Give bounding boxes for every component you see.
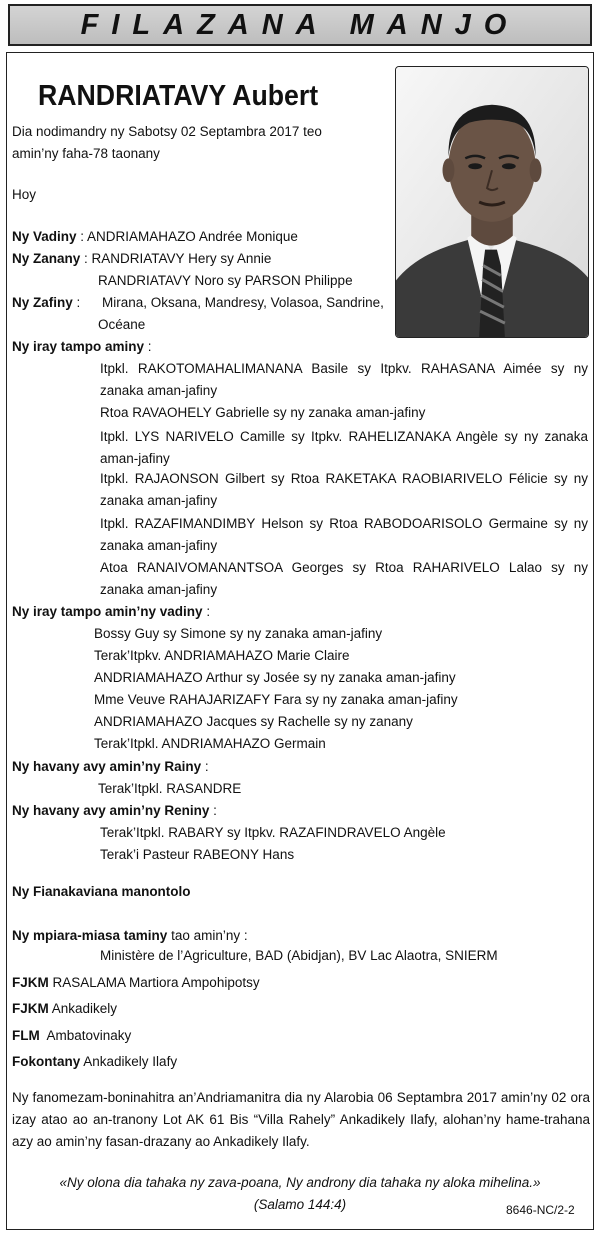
- portrait-photo: [395, 66, 589, 338]
- zanany-value-2: RANDRIATAVY Noro sy PARSON Philippe: [98, 273, 353, 288]
- intro-hoy: Hoy: [12, 187, 37, 202]
- intro-line-2: amin’ny faha-78 taonany: [12, 146, 160, 161]
- zafiny-colon: :: [76, 295, 81, 310]
- zanany-label: Ny Zanany: [12, 251, 81, 266]
- quote-text: «Ny olona dia tahaka ny zava-poana, Ny androny dia tahaka ny aloka mihelina.»: [59, 1175, 541, 1190]
- quote-source: (Salamo 144:4): [253, 1197, 347, 1212]
- fokontany-ankadikely: Fokontany Ankadikely Ilafy: [12, 1054, 178, 1069]
- church-fjkm-rasalama: FJKM RASALAMA Martiora Ampohipotsy: [12, 975, 260, 990]
- vadiny-label: Ny Vadiny: [12, 229, 77, 244]
- iray-tampo-entry-4: Itpkl. RAJAONSON Gilbert sy Rtoa RAKETAKA RAOBIARIVELO Félicie sy ny zanaka aman-jafiny: [100, 471, 588, 508]
- vadiny-relative-2: Terak’Itpkv. ANDRIAMAHAZO Marie Claire: [94, 648, 350, 663]
- vadiny-relative-6: Terak’Itpkl. ANDRIAMAHAZO Germain: [94, 736, 326, 751]
- zanany-value-1: : RANDRIATAVY Hery sy Annie: [84, 251, 272, 266]
- havany-rainy-entry-1: Terak’Itpkl. RASANDRE: [98, 781, 242, 796]
- reference-code: 8646-NC/2-2: [506, 1203, 575, 1217]
- havany-reniny-entry-1: Terak’Itpkl. RABARY sy Itpkv. RAZAFINDRAVELO Angèle: [100, 825, 446, 840]
- zanany-row: [12, 248, 271, 270]
- vadiny-value: : ANDRIAMAHAZO Andrée Monique: [80, 229, 298, 244]
- deceased-name: RANDRIATAVY Aubert: [38, 80, 319, 112]
- intro-line-1: Dia nodimandry ny Sabotsy 02 Septambra 2017 teo: [12, 124, 322, 139]
- iray-tampo-entry-2: Rtoa RAVAOHELY Gabrielle sy ny zanaka aman-jafiny: [100, 405, 426, 420]
- iray-tampo-entry-6: Atoa RANAIVOMANANTSOA Georges sy Rtoa RAHARIVELO Lalao sy ny zanaka aman-jafiny: [100, 560, 588, 597]
- funeral-announcement: Ny fanomezam-boninahitra an’Andriamanitra dia ny Alarobia 06 Septambra 2017 amin’ny 02 ora izay atao ao an-tranony Lot AK 61 Bis “Villa Rahely” Ankadikely Ilafy, alohan’ny hame-trahana azy ao amin’ny fasan-drazany ao Ankadikely Ilafy.: [12, 1090, 590, 1149]
- vadiny-relative-1: Bossy Guy sy Simone sy ny zanaka aman-jafiny: [94, 626, 383, 641]
- iray-tampo-entry-3: Itpkl. LYS NARIVELO Camille sy Itpkv. RAHELIZANAKA Angèle sy ny zanaka aman-jafiny: [100, 429, 588, 466]
- zafiny-label: Ny Zafiny: [12, 295, 73, 310]
- bible-quote: [40, 1172, 560, 1216]
- havany-rainy-heading: Ny havany avy amin’ny Rainy :: [12, 759, 209, 774]
- zafiny-row: [12, 292, 80, 314]
- zafiny-value-2: Océane: [98, 317, 146, 332]
- church-fjkm-ankadikely: FJKM Ankadikely: [12, 1001, 118, 1016]
- vadiny-relative-4: Mme Veuve RAHAJARIZAFY Fara sy ny zanaka aman-jafiny: [94, 692, 458, 707]
- iray-tampo-entry-1: Itpkl. RAKOTOMAHALIMANANA Basile sy Itpkv. RAHASANA Aimée sy ny zanaka aman-jafiny: [100, 361, 588, 398]
- iray-tampo-heading: Ny iray tampo aminy :: [12, 339, 152, 354]
- iray-tampo-vadiny-heading: Ny iray tampo amin’ny vadiny :: [12, 604, 211, 619]
- havany-reniny-heading: Ny havany avy amin’ny Reniny :: [12, 803, 217, 818]
- mpiara-miasa-heading: Ny mpiara-miasa taminy tao amin’ny :: [12, 928, 248, 943]
- iray-tampo-entry-5: Itpkl. RAZAFIMANDIMBY Helson sy Rtoa RABODOARISOLO Germaine sy ny zanaka aman-jafiny: [100, 516, 588, 553]
- fianakaviana-manontolo: Ny Fianakaviana manontolo: [12, 884, 191, 899]
- vadiny-row: [12, 226, 298, 248]
- mpiara-miasa-entry: Ministère de l’Agriculture, BAD (Abidjan), BV Lac Alaotra, SNIERM: [100, 948, 498, 963]
- zafiny-value-1: Mirana, Oksana, Mandresy, Volasoa, Sandrine,: [102, 295, 384, 310]
- vadiny-relative-3: ANDRIAMAHAZO Arthur sy Josée sy ny zanaka aman-jafiny: [94, 670, 456, 685]
- church-flm-ambatovinaky: FLM Ambatovinaky: [12, 1028, 132, 1043]
- page-header-banner: [8, 4, 592, 46]
- vadiny-relative-5: ANDRIAMAHAZO Jacques sy Rachelle sy ny zanany: [94, 714, 413, 729]
- header-title: FILAZANA MANJO: [80, 8, 520, 41]
- havany-reniny-entry-2: Terak’i Pasteur RABEONY Hans: [100, 847, 295, 862]
